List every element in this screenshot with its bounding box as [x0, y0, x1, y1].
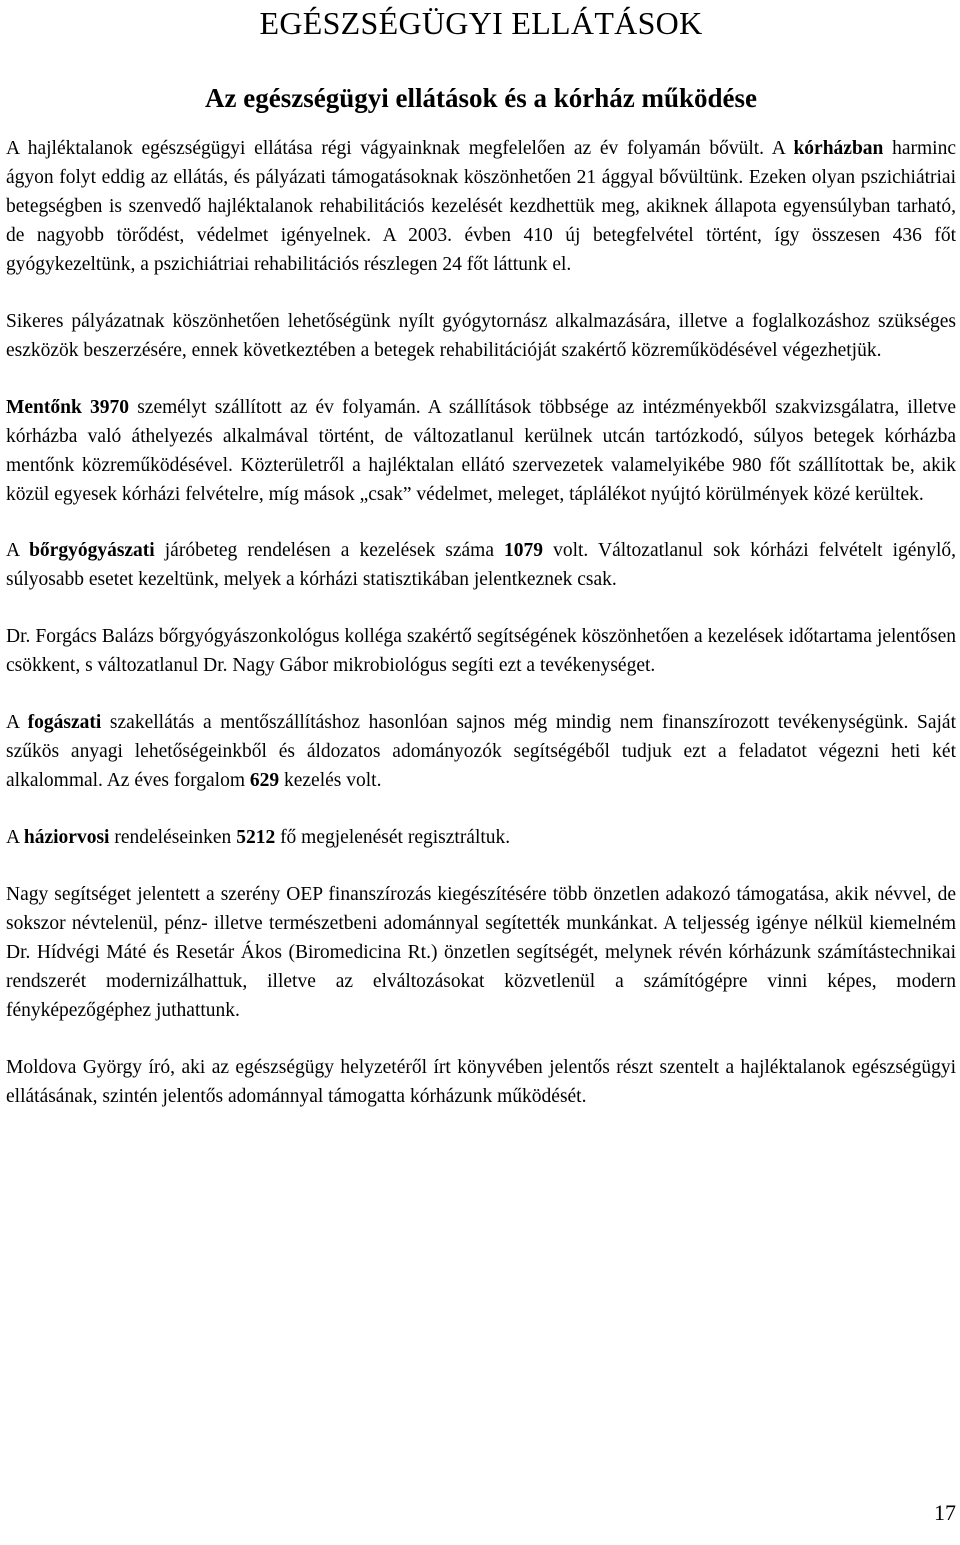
paragraph-donors	[6, 880, 956, 1025]
text-run: Dr. Forgács Balázs bőrgyógyászonkológus kolléga szakértő segítségének köszönhetően a kezelések időtartama jelentősen csökkent, s változatlanul Dr. Nagy Gábor mikrobiológus segíti ezt a tevékenységet.	[6, 626, 956, 676]
text-run: Nagy segítséget jelentett a szerény OEP finanszírozás kiegészítésére több önzetlen adakozó támogatása, akik névvel, de sokszor névtelenül, pénz- illetve természetbeni adománnyal segítették munkánkat. A teljesség igénye nélkül kiemelném Dr. Hídvégi Máté és Resetár Ákos (Biromedicina Rt.) önzetlen segítségét, melynek révén kórházunk számítástechnikai rendszerét modernizálhattuk, illetve az elváltozásokat közvetlenül a számítógépre vinni képes, modern fényképezőgéphez juthattunk.	[6, 884, 956, 1021]
bold-term-hospital: kórházban	[793, 138, 884, 159]
text-run: volt. Változatlanul sok kórházi felvételt igénylő, súlyosabb esetet kezeltünk, melyek a kórházi statisztikában jelentkeznek csak.	[6, 540, 956, 590]
paragraph-moldova	[6, 1053, 956, 1111]
section-subtitle: Az egészségügyi ellátások és a kórház működése	[205, 83, 757, 113]
bold-count-ambulance: 3970	[90, 397, 130, 418]
page-title: EGÉSZSÉGÜGYI ELLÁTÁSOK	[259, 5, 703, 41]
document-page	[6, 0, 956, 1111]
text-run: személyt szállított az év folyamán. A szállítások többsége az intézményekből szakvizsgálatra, illetve kórházba való áthelyezés alkalmával történt, de változatlanul kerülnek utcán tartózkodó, súlyos betegek kórházba mentőnk közreműködésével. Közterületről a hajléktalan ellátó szervezetek valamelyikébe 980 főt szállítottak be, akik közül egyesek kórházi felvételre, míg mások „csak” védelmet, meleget, táplálékot nyújtó körülmények közé kerültek.	[6, 397, 957, 505]
text-run: rendeléseinken	[109, 827, 237, 848]
paragraph-dermatology	[6, 536, 956, 594]
text-run: szakellátás a mentőszállításhoz hasonlóan sajnos még mindig nem finanszírozott tevékenységünk. Saját szűkös anyagi lehetőségeinkből és áldozatos adományozók segítségéből tudjuk ezt a feladatot végezni heti két alkalommal. Az éves forgalom	[6, 712, 956, 791]
text-run: fő megjelenését regisztráltuk.	[275, 827, 511, 848]
paragraph-hospital	[6, 134, 956, 279]
text-run	[82, 397, 90, 418]
text-run: A	[6, 827, 24, 848]
bold-term-dermatology: bőrgyógyászati	[29, 540, 155, 561]
paragraph-gp	[6, 823, 956, 852]
text-run: Sikeres pályázatnak köszönhetően lehetőségünk nyílt gyógytornász alkalmazására, illetve a foglalkozáshoz szükséges eszközök beszerzésére, ennek következtében a betegek rehabilitációját szakértő közreműködésével végezhetjük.	[6, 311, 956, 361]
text-run: A hajléktalanok egészségügyi ellátása régi vágyainknak megfelelően az év folyamán bővült. A	[6, 138, 794, 159]
text-run: Moldova György író, aki az egészségügy helyzetéről írt könyvében jelentős részt szentelt a hajléktalanok egészségügyi ellátásának, szintén jelentős adománnyal támogatta kórházunk működését.	[6, 1057, 956, 1107]
text-run: A	[6, 712, 28, 733]
text-run: járóbeteg rendelésen a kezelések száma	[154, 540, 505, 561]
bold-term-gp: háziorvosi	[23, 827, 110, 848]
text-run: kezelés volt.	[279, 770, 382, 791]
paragraph-dental	[6, 708, 956, 795]
paragraph-dermatology-staff	[6, 622, 956, 680]
bold-count-dental: 629	[249, 770, 280, 791]
bold-count-gp: 5212	[236, 827, 276, 848]
paragraph-physiotherapy	[6, 307, 956, 365]
text-run: A	[6, 540, 30, 561]
bold-term-ambulance: Mentőnk	[6, 397, 82, 418]
bold-term-dental: fogászati	[27, 712, 102, 733]
page-number: 17	[934, 1500, 956, 1525]
paragraph-ambulance	[6, 393, 956, 509]
bold-count-dermatology: 1079	[504, 540, 544, 561]
text-run: harminc ágyon folyt eddig az ellátás, és pályázati támogatásoknak köszönhetően 21 ággyal bővültünk. Ezeken olyan pszichiátriai betegségben is szenvedő hajléktalanok rehabilitációs kezelését kezdhettük meg, akiknek állapota egyensúlyban tarható, de nagyobb törődést, védelmet igényelnek. A 2003. évben 410 új betegfelvétel történt, így összesen 436 főt gyógykezeltünk, a pszichiátriai rehabilitációs részlegen 24 főt láttunk el.	[6, 138, 956, 275]
